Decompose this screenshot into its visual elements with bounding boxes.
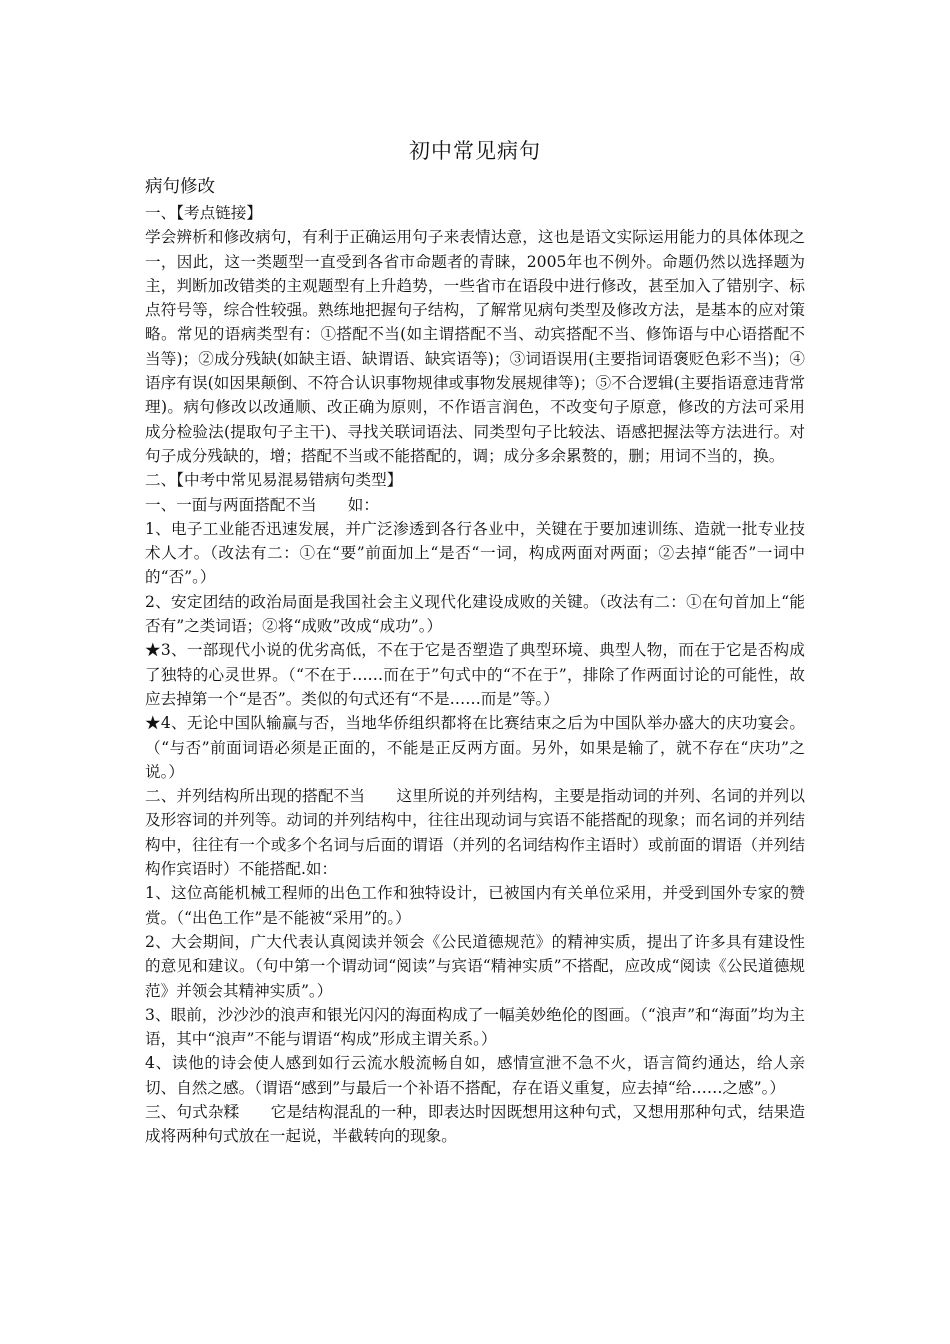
paragraph: 1、这位高能机械工程师的出色工作和独特设计，已被国内有关单位采用，并受到国外专家的赞赏。（“出色工作”是不能被“采用”的。） [145, 884, 805, 927]
document-body [145, 174, 805, 1149]
paragraph: 4、读他的诗会使人感到如行云流水般流畅自如，感情宣泄不急不火，语言简约通达，给人亲切、自然之感。（谓语“感到”与最后一个补语不搭配，存在语义重复，应去掉“给……之感”。） [145, 1054, 805, 1097]
paragraph: 一、【考点链接】 [145, 204, 262, 222]
paragraph: 学会辨析和修改病句，有利于正确运用句子来表情达意，这也是语文实际运用能力的具体体现之一，因此，这一类题型一直受到各省市命题者的青睐，2005年也不例外。命题仍然以选择题为主，判断加改错类的主观题型有上升趋势，一些省市在语段中进行修改，甚至加入了错别字、标点符号等，综合性较强。熟练地把握句子结构，了解常见病句类型及修改方法，是基本的应对策略。常见的语病类型有：①搭配不当(如主谓搭配不当、动宾搭配不当、修饰语与中心语搭配不当等)；②成分残缺(如缺主语、缺谓语、缺宾语等)；③词语误用(主要指词语褒贬色彩不当)；④语序有误(如因果颠倒、不符合认识事物规律或事物发展规律等)；⑤不合逻辑(主要指语意违背常理)。病句修改以改通顺、改正确为原则，不作语言润色，不改变句子原意，修改的方法可采用成分检验法(提取句子主干)、寻找关联词语法、同类型句子比较法、语感把握法等方法进行。对句子成分残缺的，增；搭配不当或不能搭配的，调；成分多余累赘的，删；用词不当的，换。 [145, 228, 805, 465]
paragraph: 一、一面与两面搭配不当 如： [145, 495, 379, 514]
paragraph: 二、并列结构所出现的搭配不当 这里所说的并列结构，主要是指动词的并列、名词的并列以及形容词的并列等。动词的并列结构中，往往出现动词与宾语不能搭配的现象；而名词的并列结构中，往往有一个或多个名词与后面的谓语（并列的名词结构作主语时）或前面的谓语（并列结构作宾语时）不能搭配.如： [145, 787, 805, 879]
paragraph: 3、眼前，沙沙沙的浪声和银光闪闪的海面构成了一幅美妙绝伦的图画。（“浪声”和“海面”均为主语，其中“浪声”不能与谓语“构成”形成主谓关系。） [145, 1005, 805, 1049]
paragraph: 二、【中考中常见易混易错病句类型】 [145, 471, 403, 490]
paragraph: 三、句式杂糅 它是结构混乱的一种，即表达时因既想用这种句式，又想用那种句式，结果造成将两种句式放在一起说，半截转向的现象。 [145, 1102, 805, 1146]
paragraph: 2、安定团结的政治局面是我国社会主义现代化建设成败的关键。（改法有二：①在句首加上“能否有”之类词语；②将“成败”改成“成功”。） [145, 592, 805, 636]
paragraph: ★4、无论中国队输赢与否，当地华侨组织都将在比赛结束之后为中国队举办盛大的庆功宴会。（“与否”前面词语必须是正面的，不能是正反两方面。另外，如果是输了，就不存在“庆功”之说。） [145, 714, 805, 781]
document-title: 初中常见病句 [409, 139, 541, 163]
paragraph: 2、大会期间，广大代表认真阅读并领会《公民道德规范》的精神实质，提出了许多具有建设性的意见和建议。（句中第一个谓动词“阅读”与宾语“精神实质”不搭配，应改成“阅读《公民道德规范》并领会其精神实质”。） [145, 932, 805, 1000]
paragraph: 1、电子工业能否迅速发展，并广泛渗透到各行各业中，关键在于要加速训练、造就一批专业技术人才。（改法有二：①在“要”前面加上“是否“一词，构成两面对两面；②去掉“能否”一词中的“否”。） [145, 519, 805, 587]
paragraph: ★3、一部现代小说的优劣高低，不在于它是否塑造了典型环境、典型人物，而在于它是否构成了独特的心灵世界。（“不在于……而在于”句式中的“不在于”，排除了作两面讨论的可能性，故应去掉第一个“是否”。类似的句式还有“不是……而是”等。） [145, 641, 805, 708]
section-heading: 病句修改 [145, 177, 215, 197]
